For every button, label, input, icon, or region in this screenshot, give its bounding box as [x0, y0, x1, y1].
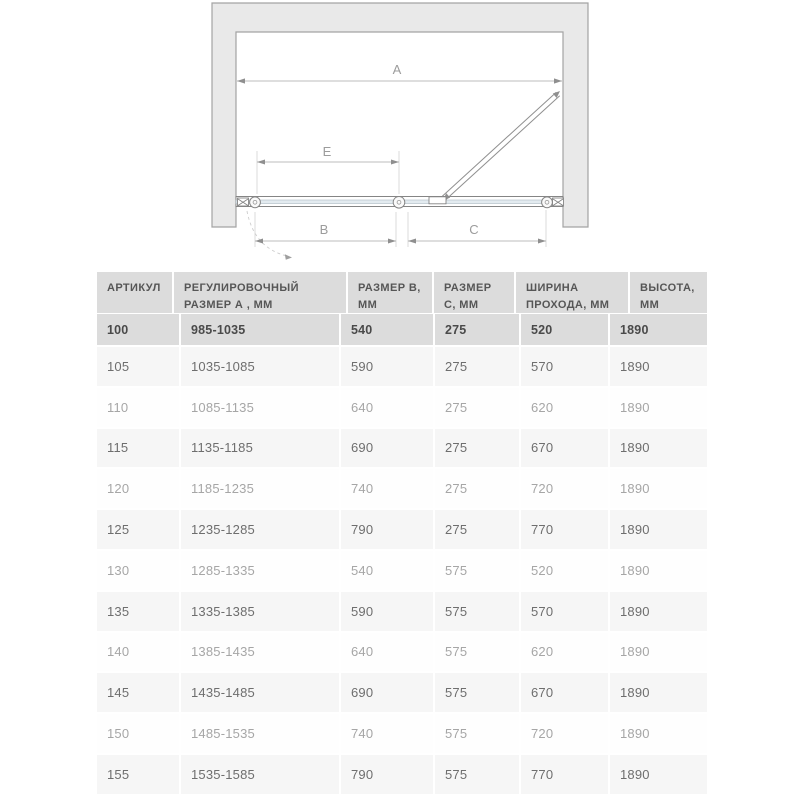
- passage-cell: 720: [521, 469, 608, 508]
- size-c-cell: 275: [435, 429, 519, 468]
- passage-cell: 570: [521, 347, 608, 386]
- article-cell: 110: [97, 388, 179, 427]
- size-a-cell: 1535-1585: [181, 755, 339, 794]
- article-cell: 145: [97, 673, 179, 712]
- door-pivot-block: [429, 197, 446, 204]
- size-c-cell: 275: [435, 347, 519, 386]
- swing-arc-arrow: [285, 254, 292, 260]
- table-row: [97, 388, 707, 427]
- height-cell: 1890: [610, 314, 707, 345]
- passage-cell: 770: [521, 755, 608, 794]
- col-header-size-b: РАЗМЕР В, ММ: [348, 272, 432, 313]
- dimension-b: [255, 212, 396, 247]
- dimension-c: [408, 210, 546, 247]
- passage-cell: 570: [521, 592, 608, 631]
- height-cell: 1890: [610, 388, 707, 427]
- passage-cell: 670: [521, 673, 608, 712]
- passage-cell: 770: [521, 510, 608, 549]
- height-cell: 1890: [610, 755, 707, 794]
- size-c-cell: 275: [435, 469, 519, 508]
- size-a-cell: 985-1035: [181, 314, 339, 345]
- swing-arc: [247, 211, 287, 256]
- installation-diagram: [0, 0, 800, 265]
- dimension-e: [257, 144, 399, 194]
- article-cell: 155: [97, 755, 179, 794]
- article-cell: 130: [97, 551, 179, 590]
- size-a-cell: 1335-1385: [181, 592, 339, 631]
- dim-e-label: E: [322, 144, 332, 159]
- col-header-article: АРТИКУЛ: [97, 272, 172, 313]
- table-row: [97, 755, 707, 794]
- center-roller-icon: [393, 197, 405, 209]
- height-cell: 1890: [610, 551, 707, 590]
- door-panel: [429, 91, 560, 204]
- size-b-cell: 690: [341, 429, 433, 468]
- size-c-cell: 575: [435, 551, 519, 590]
- size-c-cell: 275: [435, 388, 519, 427]
- diagram-svg: [0, 0, 800, 265]
- height-cell: 1890: [610, 633, 707, 672]
- article-cell: 120: [97, 469, 179, 508]
- size-c-cell: 275: [435, 314, 519, 345]
- size-b-cell: 640: [341, 388, 433, 427]
- size-b-cell: 590: [341, 347, 433, 386]
- table-row: [97, 551, 707, 590]
- size-b-cell: 640: [341, 633, 433, 672]
- table-row: [97, 429, 707, 468]
- height-cell: 1890: [610, 469, 707, 508]
- left-roller-icon: [250, 197, 261, 208]
- col-header-passage: ШИРИНА ПРОХОДА, ММ: [516, 272, 628, 313]
- article-cell: 125: [97, 510, 179, 549]
- size-c-cell: 575: [435, 714, 519, 753]
- passage-cell: 520: [521, 314, 608, 345]
- size-b-cell: 790: [341, 755, 433, 794]
- passage-cell: 520: [521, 551, 608, 590]
- table-row: [97, 673, 707, 712]
- height-cell: 1890: [610, 673, 707, 712]
- dim-a-label: A: [392, 62, 402, 77]
- right-roller-icon: [542, 197, 553, 208]
- size-a-cell: 1235-1285: [181, 510, 339, 549]
- size-a-cell: 1035-1085: [181, 347, 339, 386]
- size-c-cell: 575: [435, 755, 519, 794]
- passage-cell: 670: [521, 429, 608, 468]
- size-b-cell: 690: [341, 673, 433, 712]
- col-header-size-a: РЕГУЛИРОВОЧНЫЙ РАЗМЕР А , ММ: [174, 272, 346, 313]
- size-b-cell: 790: [341, 510, 433, 549]
- size-b-cell: 590: [341, 592, 433, 631]
- right-bracket: [553, 198, 564, 206]
- left-bracket: [238, 198, 249, 206]
- col-header-size-c: РАЗМЕР С, ММ: [434, 272, 514, 313]
- passage-cell: 620: [521, 388, 608, 427]
- article-cell: 115: [97, 429, 179, 468]
- table-row: [97, 347, 707, 386]
- article-cell: 135: [97, 592, 179, 631]
- dimension-a: [237, 62, 562, 84]
- height-cell: 1890: [610, 429, 707, 468]
- spec-table: [97, 272, 707, 796]
- table-row: [97, 714, 707, 753]
- article-cell: 100: [97, 314, 179, 345]
- size-a-cell: 1385-1435: [181, 633, 339, 672]
- size-b-cell: 740: [341, 714, 433, 753]
- size-b-cell: 540: [341, 314, 433, 345]
- table-row: [97, 469, 707, 508]
- size-c-cell: 575: [435, 673, 519, 712]
- size-a-cell: 1085-1135: [181, 388, 339, 427]
- table-row: [97, 314, 707, 345]
- height-cell: 1890: [610, 510, 707, 549]
- table-header-row: [97, 272, 707, 312]
- passage-cell: 620: [521, 633, 608, 672]
- table-row: [97, 592, 707, 631]
- height-cell: 1890: [610, 592, 707, 631]
- dim-c-label: C: [469, 222, 479, 237]
- size-c-cell: 575: [435, 633, 519, 672]
- article-cell: 150: [97, 714, 179, 753]
- size-a-cell: 1485-1535: [181, 714, 339, 753]
- size-b-cell: 740: [341, 469, 433, 508]
- size-c-cell: 275: [435, 510, 519, 549]
- size-a-cell: 1435-1485: [181, 673, 339, 712]
- dim-b-label: B: [319, 222, 329, 237]
- table-row: [97, 633, 707, 672]
- size-c-cell: 575: [435, 592, 519, 631]
- height-cell: 1890: [610, 347, 707, 386]
- size-b-cell: 540: [341, 551, 433, 590]
- col-header-height: ВЫСОТА, ММ: [630, 272, 707, 313]
- passage-cell: 720: [521, 714, 608, 753]
- article-cell: 140: [97, 633, 179, 672]
- size-a-cell: 1185-1235: [181, 469, 339, 508]
- article-cell: 105: [97, 347, 179, 386]
- height-cell: 1890: [610, 714, 707, 753]
- table-row: [97, 510, 707, 549]
- size-a-cell: 1285-1335: [181, 551, 339, 590]
- size-a-cell: 1135-1185: [181, 429, 339, 468]
- table-body: [97, 314, 707, 794]
